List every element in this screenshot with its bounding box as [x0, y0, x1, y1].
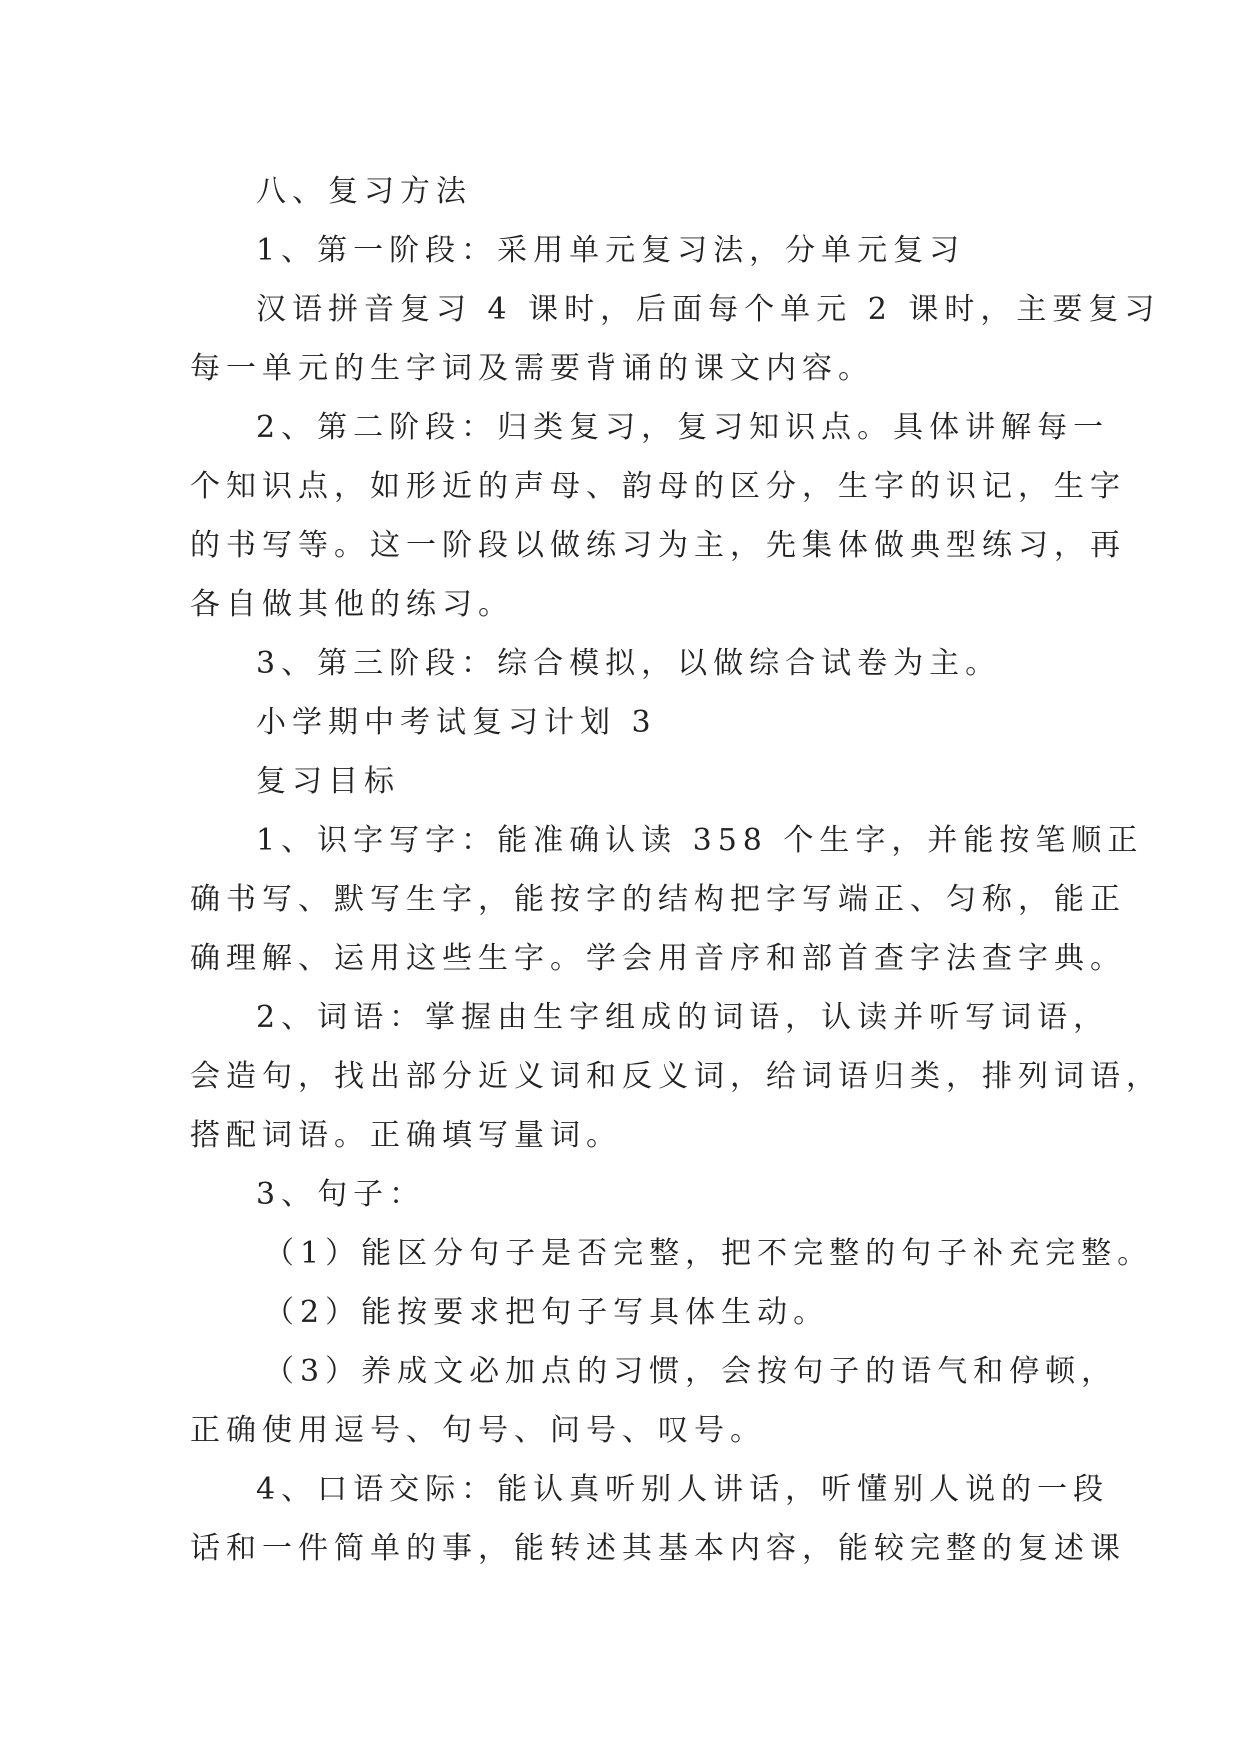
text-line: 话和一件简单的事，能转述其基本内容，能较完整的复述课 — [190, 1531, 1126, 1566]
text-line: 4、口语交际：能认真听别人讲话，听懂别人说的一段 — [256, 1472, 1110, 1507]
text-line: 会造句，找出部分近义词和反义词，给词语归类，排列词语， — [190, 1059, 1162, 1094]
text-line: （2）能按要求把句子写具体生动。 — [264, 1295, 830, 1330]
text-line: 确理解、运用这些生字。学会用音序和部首查字法查字典。 — [190, 941, 1126, 976]
text-line: 正确使用逗号、句号、问号、叹号。 — [190, 1413, 766, 1448]
text-line: 确书写、默写生字，能按字的结构把字写端正、匀称，能正 — [190, 882, 1126, 917]
document-body — [190, 162, 1162, 1578]
text-line: 小学期中考试复习计划 3 — [256, 705, 657, 740]
text-line: （1）能区分句子是否完整，把不完整的句子补充完整。 — [264, 1236, 1154, 1271]
text-line: 个知识点，如形近的声母、韵母的区分，生字的识记，生字 — [190, 469, 1126, 504]
text-line: 复习目标 — [256, 764, 400, 799]
text-line: 1、识字写字：能准确认读 358 个生字，并能按笔顺正 — [256, 823, 1144, 858]
text-line: 每一单元的生字词及需要背诵的课文内容。 — [190, 351, 874, 386]
text-line: 2、第二阶段：归类复习，复习知识点。具体讲解每一 — [256, 410, 1110, 445]
text-line: （3）养成文必加点的习惯，会按句子的语气和停顿， — [264, 1354, 1118, 1389]
text-line: 搭配词语。正确填写量词。 — [190, 1118, 622, 1153]
text-line: 八、复习方法 — [256, 174, 472, 209]
text-line: 2、词语：掌握由生字组成的词语，认读并听写词语， — [256, 1000, 1110, 1035]
text-line: 的书写等。这一阶段以做练习为主，先集体做典型练习，再 — [190, 528, 1126, 563]
text-line: 3、句子： — [256, 1177, 426, 1212]
text-line: 各自做其他的练习。 — [190, 587, 514, 622]
text-line: 1、第一阶段：采用单元复习法，分单元复习 — [256, 233, 966, 268]
text-line: 汉语拼音复习 4 课时，后面每个单元 2 课时，主要复习 — [256, 292, 1161, 327]
text-line: 3、第三阶段：综合模拟，以做综合试卷为主。 — [256, 646, 1002, 681]
